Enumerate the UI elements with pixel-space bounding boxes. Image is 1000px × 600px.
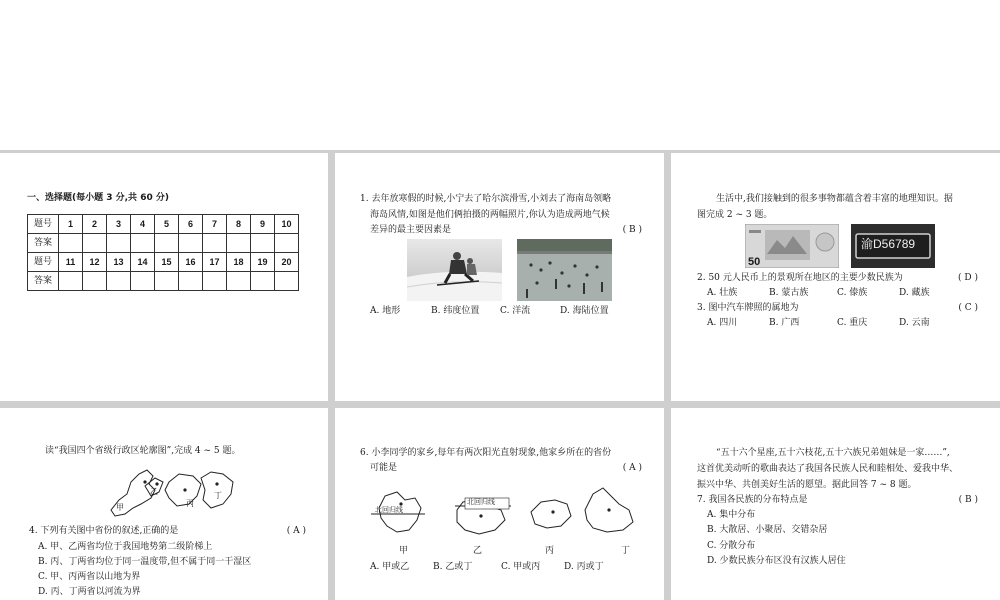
table-row: [28, 234, 299, 253]
answer-bracket: ( D ): [958, 273, 978, 283]
table-row: [28, 253, 299, 272]
answer-cell[interactable]: [251, 234, 275, 253]
question-number: 10: [275, 215, 299, 234]
question-number: 3: [107, 215, 131, 234]
answer-cell[interactable]: [59, 272, 83, 291]
answer-cell[interactable]: [131, 272, 155, 291]
intro-text: 生活中,我们接触到的很多事物都蕴含着丰富的地理知识。据: [716, 194, 953, 204]
option-a[interactable]: A. 甲、乙两省均位于我国地势第二级阶梯上: [38, 542, 213, 552]
question-text: 6. 小李同学的家乡,每年有两次阳光直射现象,他家乡所在的省份: [360, 448, 612, 458]
answer-cell[interactable]: [83, 272, 107, 291]
map-label: 丁: [214, 491, 222, 500]
question-text: 3. 图中汽车牌照的属地为: [697, 303, 799, 313]
option-c[interactable]: C. 傣族: [837, 288, 868, 298]
option-b[interactable]: B. 大散居、小聚居、交错杂居: [707, 525, 828, 535]
beach-photo: [517, 239, 612, 301]
option-d[interactable]: D. 丙、丁两省以河流为界: [38, 587, 141, 597]
intro-text: 图完成 2 ~ 3 题。: [697, 210, 773, 220]
question-number: 11: [59, 253, 83, 272]
option-d[interactable]: D. 云南: [899, 318, 930, 328]
answer-cell[interactable]: [131, 234, 155, 253]
section-heading: 一、选择题(每小题 3 分,共 60 分): [27, 193, 169, 203]
map-label: 丙: [545, 546, 555, 556]
question-number: 6: [179, 215, 203, 234]
map-label: 丙: [186, 499, 194, 508]
question-4-panel: [0, 408, 328, 600]
question-text: 可能是: [370, 463, 398, 473]
question-text: 1. 去年放寒假的时候,小宁去了哈尔滨滑雪,小刘去了海南岛领略: [360, 194, 612, 204]
question-number: 14: [131, 253, 155, 272]
option-d[interactable]: D. 少数民族分布区没有汉族人居住: [707, 556, 846, 566]
question-number: 17: [203, 253, 227, 272]
option-a[interactable]: A. 地形: [370, 306, 401, 316]
option-a[interactable]: A. 四川: [707, 318, 738, 328]
question-number: 8: [227, 215, 251, 234]
row-label: 答案: [28, 272, 59, 291]
question-number: 2: [83, 215, 107, 234]
intro-text: 振兴中华、共创美好生活的愿望。据此回答 7 ~ 8 题。: [697, 480, 917, 490]
answer-cell[interactable]: [59, 234, 83, 253]
answer-bracket: ( B ): [622, 225, 642, 235]
question-number: 12: [83, 253, 107, 272]
option-b[interactable]: B. 广西: [769, 318, 800, 328]
question-1-panel: [335, 153, 664, 401]
answer-cell[interactable]: [227, 272, 251, 291]
answer-bracket: ( C ): [958, 303, 978, 313]
tropic-label: 北回归线: [375, 506, 403, 514]
map-label: 甲: [116, 503, 124, 512]
question-number: 13: [107, 253, 131, 272]
option-c[interactable]: C. 甲、丙两省以山地为界: [38, 572, 141, 582]
map-label: 乙: [150, 487, 158, 496]
answer-bracket: ( A ): [622, 463, 642, 473]
answer-cell[interactable]: [107, 272, 131, 291]
question-6-panel: [335, 408, 664, 600]
row-label: 答案: [28, 234, 59, 253]
intro-text: 读“我国四个省级行政区轮廓图”,完成 4 ~ 5 题。: [45, 446, 241, 456]
option-a[interactable]: A. 甲或乙: [370, 562, 410, 572]
question-text: 4. 下列有关图中省份的叙述,正确的是: [29, 526, 179, 536]
intro-text: “五十六个星座,五十六枝花,五十六族兄弟姐妹是一家……”,: [716, 448, 950, 458]
option-a[interactable]: A. 集中分布: [707, 510, 756, 520]
question-2-3-panel: [671, 153, 1000, 401]
answer-cell[interactable]: [275, 272, 299, 291]
table-row: [28, 272, 299, 291]
question-text: 2. 50 元人民币上的景观所在地区的主要少数民族为: [697, 273, 903, 283]
table-row: [28, 215, 299, 234]
answer-bracket: ( A ): [286, 526, 306, 536]
option-a[interactable]: A. 壮族: [707, 288, 738, 298]
answer-cell[interactable]: [203, 272, 227, 291]
option-c[interactable]: C. 甲或丙: [501, 562, 541, 572]
answer-cell[interactable]: [179, 272, 203, 291]
option-b[interactable]: B. 乙或丁: [433, 562, 473, 572]
banknote-value: 50: [748, 256, 761, 268]
answer-cell[interactable]: [275, 234, 299, 253]
question-number: 19: [251, 253, 275, 272]
plate-number: 渝D56789: [861, 237, 916, 251]
question-text: 差异的最主要因素是: [370, 225, 452, 235]
option-b[interactable]: B. 蒙古族: [769, 288, 809, 298]
answer-cell[interactable]: [83, 234, 107, 253]
row-label: 题号: [28, 215, 59, 234]
answer-table: [27, 214, 299, 291]
answer-bracket: ( B ): [958, 495, 978, 505]
province-outline-map: [105, 464, 245, 522]
ski-photo: [407, 239, 502, 301]
answer-cell[interactable]: [179, 234, 203, 253]
option-b[interactable]: B. 丙、丁两省均位于同一温度带,但不属于同一干湿区: [38, 557, 252, 567]
answer-cell[interactable]: [155, 234, 179, 253]
option-b[interactable]: B. 纬度位置: [431, 306, 480, 316]
province-map-set: [371, 480, 651, 542]
question-number: 15: [155, 253, 179, 272]
question-text: 7. 我国各民族的分布特点是: [697, 495, 808, 505]
question-text: 海岛风情,如图是他们俩拍摄的两幅照片,你认为造成两地气候: [370, 210, 610, 220]
question-number: 1: [59, 215, 83, 234]
answer-cell[interactable]: [203, 234, 227, 253]
question-number: 20: [275, 253, 299, 272]
option-c[interactable]: C. 分散分布: [707, 541, 756, 551]
question-7-panel: [671, 408, 1000, 600]
intro-text: 这首优美动听的歌曲表达了我国各民族人民和睦相处、爱我中华、: [697, 464, 959, 474]
answer-sheet-panel: [0, 153, 328, 401]
question-number: 9: [251, 215, 275, 234]
map-label: 丁: [621, 546, 631, 556]
option-d[interactable]: D. 藏族: [899, 288, 930, 298]
option-c[interactable]: C. 洋流: [500, 306, 531, 316]
tropic-label: 北回归线: [467, 498, 495, 506]
row-label: 题号: [28, 253, 59, 272]
question-number: 16: [179, 253, 203, 272]
question-number: 5: [155, 215, 179, 234]
option-d[interactable]: D. 海陆位置: [560, 306, 609, 316]
question-number: 4: [131, 215, 155, 234]
answer-cell[interactable]: [251, 272, 275, 291]
map-label: 乙: [473, 546, 483, 556]
option-d[interactable]: D. 丙或丁: [564, 562, 604, 572]
answer-cell[interactable]: [155, 272, 179, 291]
answer-cell[interactable]: [227, 234, 251, 253]
question-number: 7: [203, 215, 227, 234]
question-number: 18: [227, 253, 251, 272]
answer-cell[interactable]: [107, 234, 131, 253]
map-label: 甲: [399, 546, 409, 556]
option-c[interactable]: C. 重庆: [837, 318, 868, 328]
